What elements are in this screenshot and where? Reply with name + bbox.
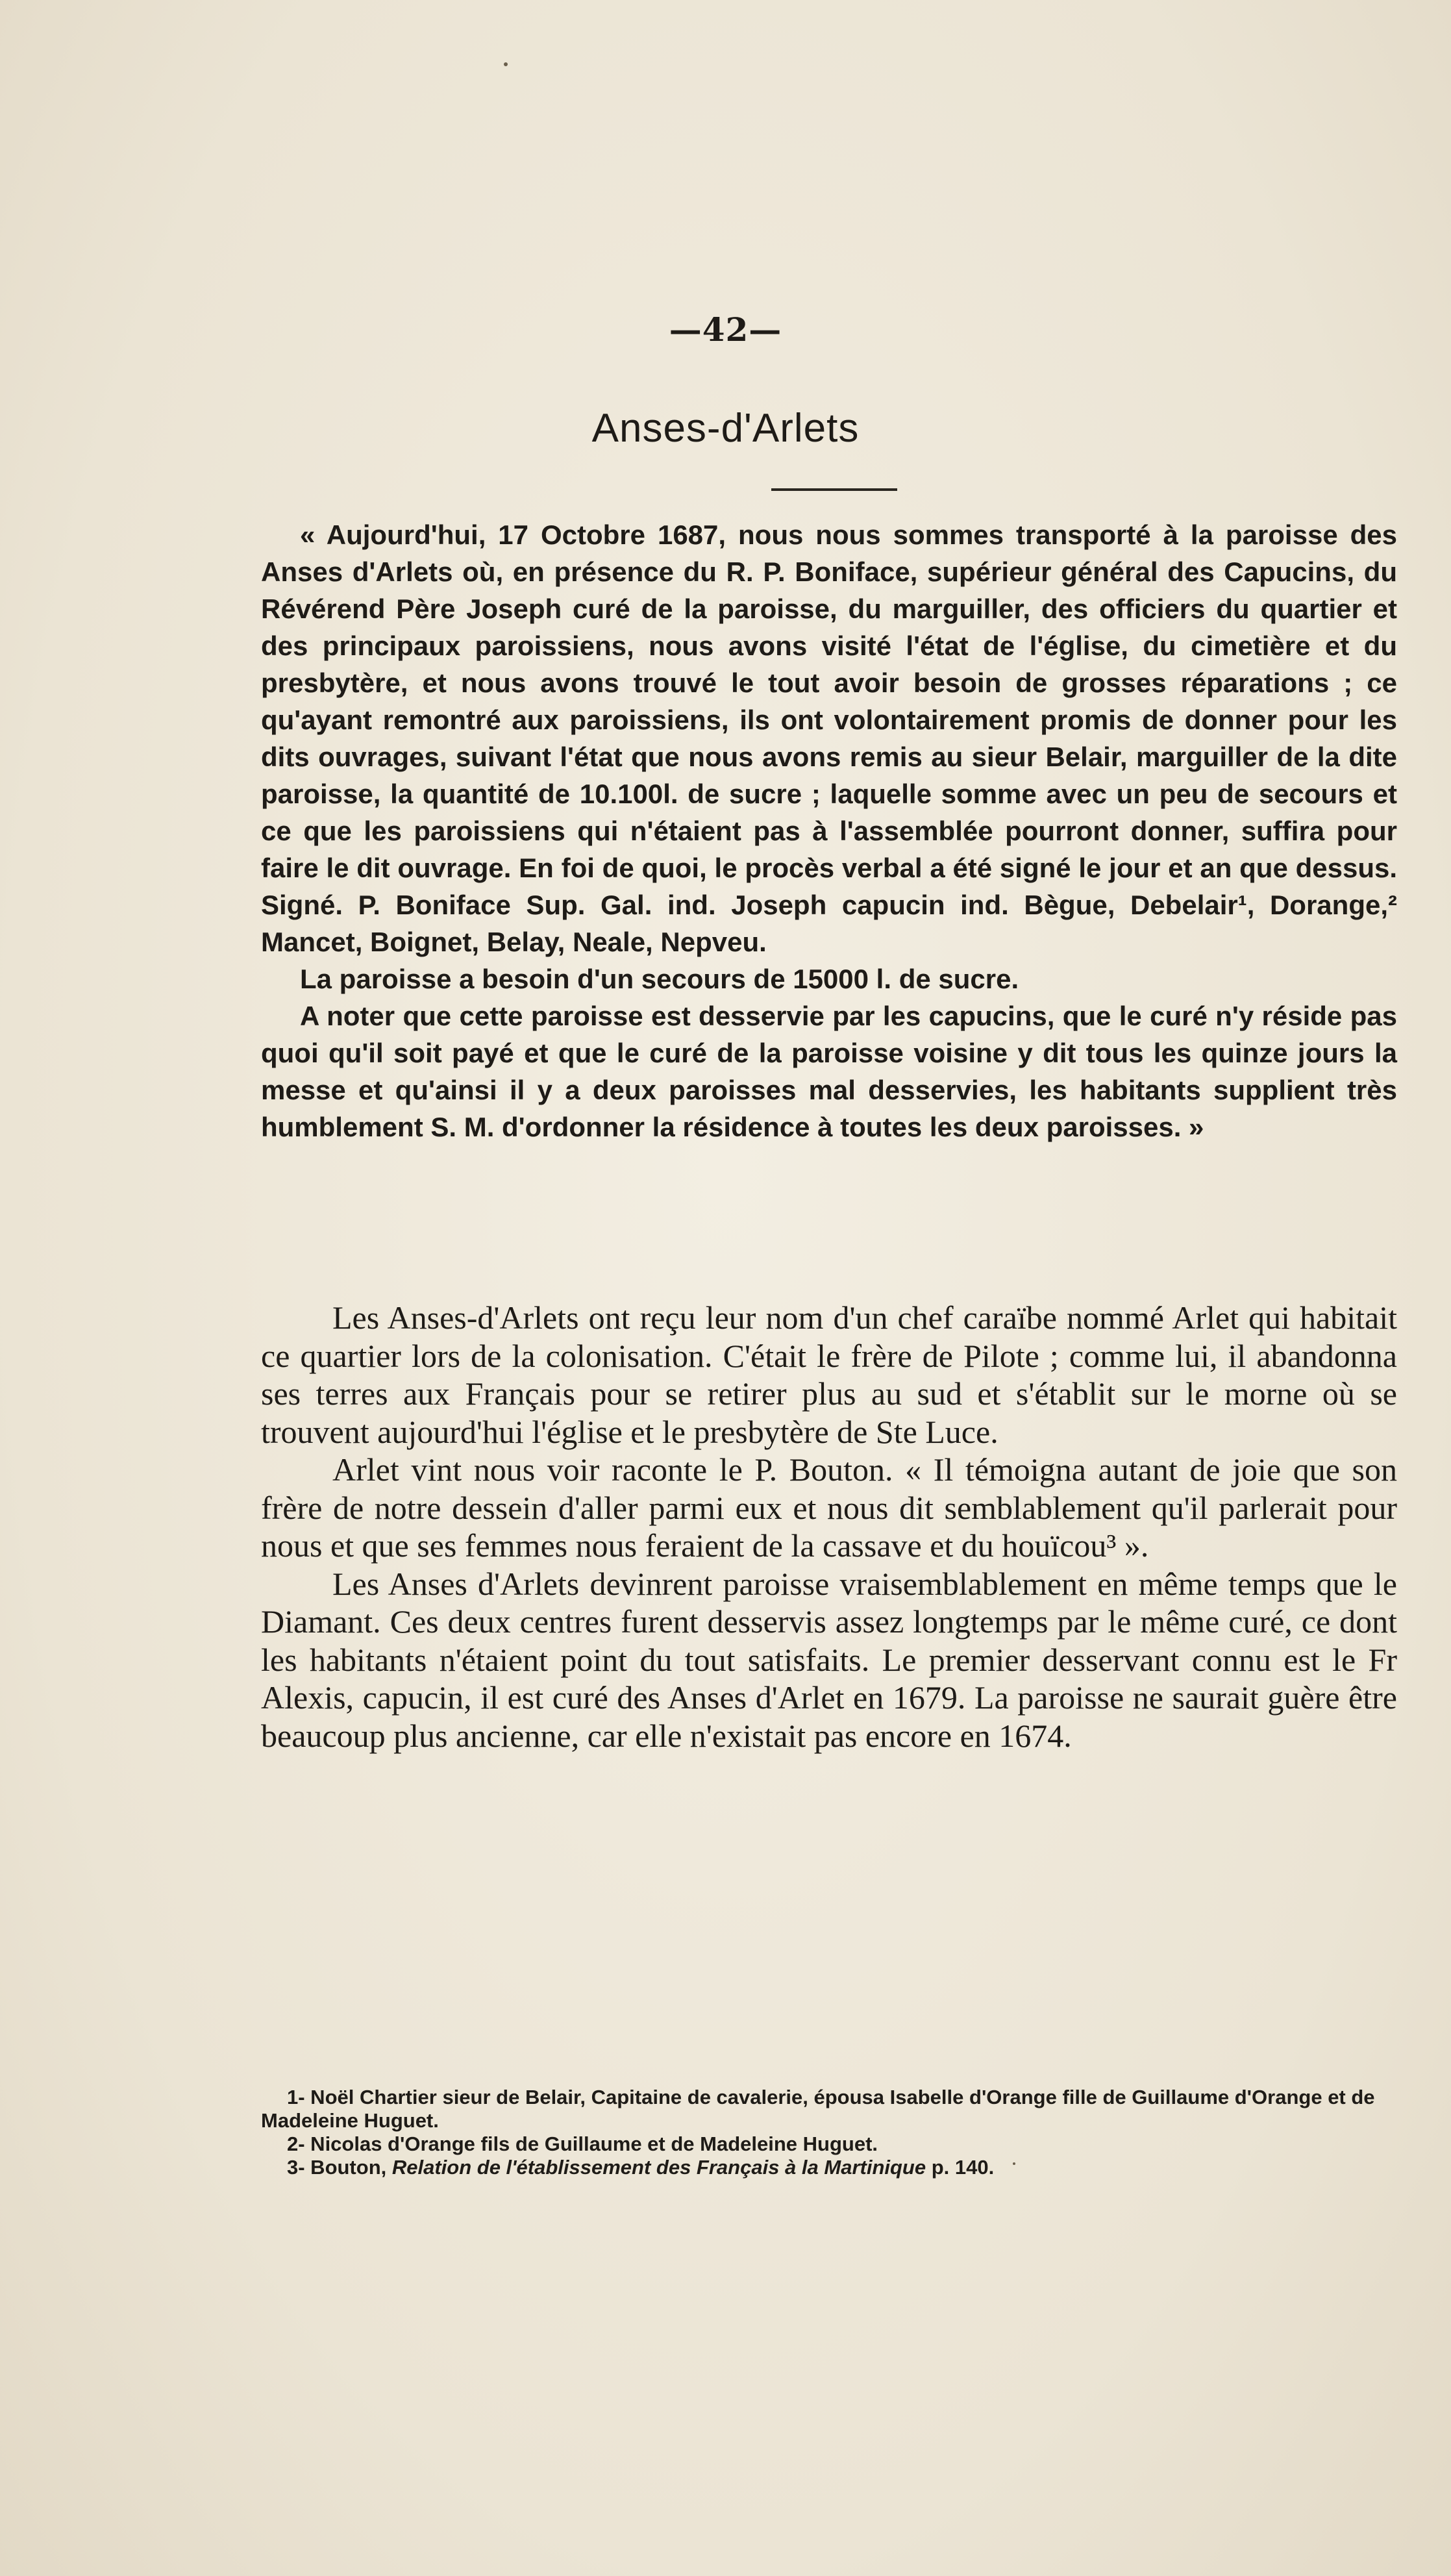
footnote-3-title: Relation de l'établissement des Français à la Martinique	[391, 2156, 926, 2179]
body-text	[261, 1299, 1397, 1755]
archival-quotation	[261, 516, 1397, 1145]
quote-paragraph-1: « Aujourd'hui, 17 Octobre 1687, nous nous sommes transporté à la paroisse des Anses d'Arlets où, en présence du R. P. Boniface, supérieur général des Capucins, du Révérend Père Joseph curé de la paroisse, du marguiller, des officiers du quartier et des principaux paroissiens, nous avons visité l'état de l'église, du cimetière et du presbytère, et nous avons trouvé le tout avoir besoin de grosses réparations ; ce qu'ayant remontré aux paroissiens, ils ont volontairement promis de donner pour les dits ouvrages, suivant l'état que nous avons remis au sieur Belair, marguiller de la dite paroisse, la quantité de 10.100l. de sucre ; laquelle somme avec un peu de secours et ce que les paroissiens qui n'étaient pas à l'assemblée pourront donner, suffira pour faire le dit ouvrage. En foi de quoi, le procès verbal a été signé le jour et an que dessus. Signé. P. Boniface Sup. Gal. ind. Joseph capucin ind. Bègue, Debelair¹, Dorange,² Mancet, Boignet, Belay, Neale, Nepveu.	[261, 519, 1397, 957]
quote-paragraph-2: La paroisse a besoin d'un secours de 15000 l. de sucre.	[300, 964, 1019, 994]
body-paragraph-3: Les Anses d'Arlets devinrent paroisse vraisemblablement en même temps que le Diamant. Ces deux centres furent desservis assez longtemps par le même curé, ce dont les habitants n'étaient point du tout satisfaits. Le premier desservant connu est le Fr Alexis, capucin, il est curé des Anses d'Arlet en 1679. La paroisse ne saurait guère être beaucoup plus ancienne, car elle n'existait pas encore en 1674.	[261, 1565, 1397, 1754]
footnote-3-suffix: p. 140.	[926, 2156, 995, 2179]
paper-speck	[504, 62, 508, 66]
quote-paragraph-3: A noter que cette paroisse est desservie par les capucins, que le curé n'y réside pas quoi qu'il soit payé et que le curé de la paroisse voisine y dit tous les quinze jours la messe et qu'ainsi il y a deux paroisses mal desservies, les habitants supplient très humblement S. M. d'ordonner la résidence à toutes les deux paroisses. »	[261, 1001, 1397, 1142]
footnote-1: 1- Noël Chartier sieur de Belair, Capitaine de cavalerie, épousa Isabelle d'Orange fille de Guillaume d'Orange et de Madeleine Huguet.	[261, 2086, 1375, 2132]
body-paragraph-2: Arlet vint nous voir raconte le P. Bouton. « Il témoigna autant de joie que son frère de notre dessein d'aller parmi eux et nous dit semblablement qu'il parlerait pour nous et que ses femmes nous feraient de la cassave et du houïcou³ ».	[261, 1451, 1397, 1564]
page-number: —42—	[669, 310, 782, 349]
footnote-2: 2- Nicolas d'Orange fils de Guillaume et de Madeleine Huguet.	[287, 2132, 878, 2155]
chapter-title: Anses-d'Arlets	[591, 406, 860, 451]
footnote-3	[261, 2156, 1397, 2179]
title-rule	[771, 488, 897, 491]
footnotes	[261, 2086, 1397, 2179]
footnote-3-prefix: 3- Bouton,	[287, 2156, 392, 2179]
body-paragraph-1: Les Anses-d'Arlets ont reçu leur nom d'un chef caraïbe nommé Arlet qui habitait ce quartier lors de la colonisation. C'était le frère de Pilote ; comme lui, il abandonna ses terres aux Français pour se retirer plus au sud et s'établit sur le morne où se trouvent aujourd'hui l'église et le presbytère de Ste Luce.	[261, 1299, 1397, 1450]
